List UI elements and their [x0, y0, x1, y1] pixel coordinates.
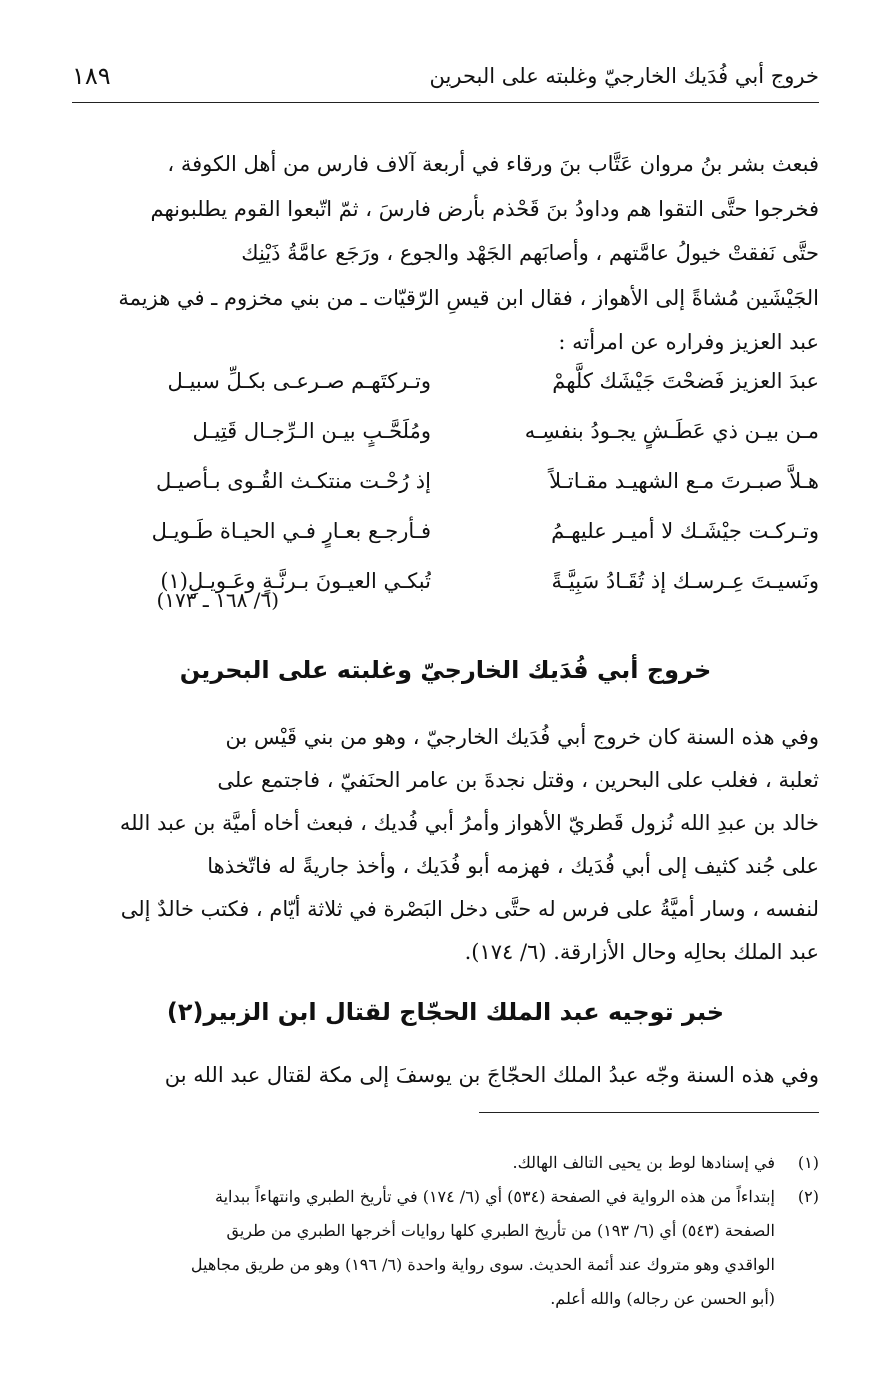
- section-heading-hajjaj: خبر توجيه عبد الملك الحجّاج لقتال ابن الزبير(٢): [166, 998, 725, 1026]
- page-header: [72, 58, 819, 103]
- first-hemistich: مـن بيـن ذي عَطَـشٍ يجـودُ بنفسِـه: [524, 419, 819, 443]
- opening-paragraph: [76, 142, 819, 365]
- paragraph-line: حتَّى نَفقتْ خيولُ عامَّتهم ، وأصابَهم الجَهْد والجوع ، ورَجَع عامَّةُ ذَيْنِك: [241, 241, 819, 265]
- first-hemistich: عبدَ العزيز فَضحْتَ جَيْشَك كلَّهمْ: [552, 369, 819, 393]
- paragraph-line: وفي هذه السنة وجّه عبدُ الملك الحجّاجَ بن يوسفَ إلى مكة لقتال عبد الله بن: [164, 1063, 819, 1087]
- footnote-line: في إسنادها لوط بن يحيى التالف الهالك.: [512, 1153, 775, 1172]
- hajjaj-paragraph: [76, 1054, 819, 1097]
- running-title: خروج أبي فُدَيك الخارجيّ وغلبته على البحرين: [429, 64, 819, 88]
- paragraph-line: على جُند كثيف إلى أبي فُدَيك ، فهزمه أبو فُدَيك ، وأخذ جاريةً له فاتّخذها: [207, 854, 819, 878]
- paragraph-line: فخرجوا حتَّى التقوا هم وداودُ بنَ قَحْذم بأرض فارسَ ، ثمّ اتّبعوا القوم يطلبونهم: [150, 196, 819, 221]
- paragraph-line: وفي هذه السنة كان خروج أبي فُدَيك الخارجيّ ، وهو من بني قَيْس بن: [225, 725, 819, 749]
- paragraph-line: ثعلبة ، فغلب على البحرين ، وقتل نجدةَ بن عامر الحنَفيّ ، فاجتمع على: [217, 768, 819, 792]
- poem-verse: [76, 356, 819, 406]
- paragraph-line: عبد العزيز وفراره عن امرأته :: [558, 330, 819, 354]
- poem-verse: [76, 506, 819, 556]
- second-hemistich: إذ رُحْـت منتكـث القُـوى بـأصيـل: [156, 469, 431, 493]
- footnotes: [76, 1146, 819, 1316]
- abu-fudayk-paragraph: [76, 716, 819, 974]
- first-hemistich: هـلاَّ صبـرتَ مـع الشهيـد مقـاتـلاً: [549, 469, 819, 493]
- footnote-number: (٢): [797, 1187, 819, 1206]
- paragraph-line: الجَيْشَين مُشاةً إلى الأهواز ، فقال ابن قيسِ الرّقيّات ـ من بني مخزوم ـ في هزيمة: [118, 285, 819, 310]
- second-hemistich: فـأرجـع بعـارٍ فـي الحيـاة طَـويـل: [151, 519, 431, 543]
- second-hemistich: وتـركتَهـم صـرعـى بكـلِّ سبيـل: [167, 369, 431, 393]
- footnote-line: (أبو الحسن عن رجاله) والله أعلم.: [550, 1289, 775, 1308]
- paragraph-line: خالد بن عبدِ الله نُزول قَطريّ الأهواز وأمرُ أبي فُديك ، فبعث أخاه أميَّة بن عبد الله: [119, 811, 819, 835]
- footnote: [76, 1180, 819, 1316]
- second-hemistich: ومُلَحَّـبٍ بيـن الـرِّجـال قَتِيـل: [192, 419, 431, 443]
- footnote-separator: [479, 1112, 819, 1113]
- first-hemistich: ونَسيـتَ عِـرسـك إذ تُقَـادُ سَبِيَّـةً: [551, 569, 819, 593]
- footnote-line: إبتداءاً من هذه الرواية في الصفحة (٥٣٤) أي (٦/ ١٧٤) في تأريخ الطبري وانتهاءاً ببداية: [214, 1187, 775, 1206]
- second-hemistich: تُبكـي العيـونَ بـرنَّـةٍ وعَـويـلِ(١): [160, 569, 431, 593]
- first-hemistich: وتـركـت جيْشَـك لا أميـر عليهـمُ: [551, 519, 819, 543]
- poem-verse: [76, 456, 819, 506]
- poem: [76, 356, 819, 606]
- paragraph-line: عبد الملك بحالِه وحال الأزارقة. (٦/ ١٧٤).: [464, 940, 819, 964]
- paragraph-line: لنفسه ، وسار أميَّةُ على فرس له حتَّى دخل البَصْرة في ثلاثة أيّام ، فكتب خالدٌ إلى: [120, 897, 819, 921]
- paragraph-line: فبعث بشر بنُ مروان عَتَّاب بنَ ورقاء في أربعة آلاف فارس من أهل الكوفة ،: [167, 152, 819, 176]
- footnote-line: الصفحة (٥٤٣) أي (٦/ ١٩٣) من تأريخ الطبري كلها روايات أخرجها الطبري من طريق: [226, 1221, 775, 1240]
- poem-verse: [76, 406, 819, 456]
- footnote: [76, 1146, 819, 1180]
- page-number: ١٨٩: [72, 62, 111, 90]
- poem-source-reference: (٦/ ١٦٨ ـ ١٧٣): [156, 588, 279, 612]
- footnote-number: (١): [797, 1153, 819, 1172]
- section-heading-abu-fudayk: خروج أبي فُدَيك الخارجيّ وغلبته على البحرين: [179, 656, 712, 684]
- footnote-line: الواقدي وهو متروك عند أئمة الحديث. سوى رواية واحدة (٦/ ١٩٦) وهو من طريق مجاهيل: [190, 1255, 775, 1274]
